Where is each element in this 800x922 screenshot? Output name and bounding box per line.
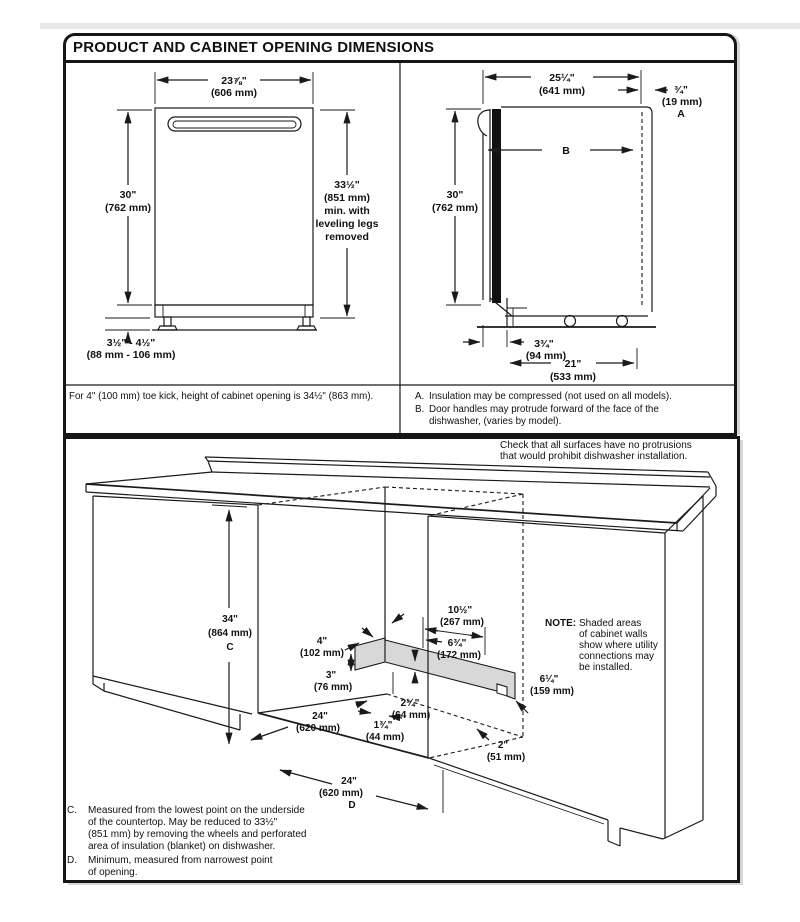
front-min-height-dimension: [315, 110, 378, 318]
footnote-d: [67, 855, 273, 878]
dim-depth-24: [251, 701, 367, 740]
shaded-area-note: [545, 618, 658, 673]
dim-label: (762 mm): [431, 202, 479, 214]
svg-text:of the countertop. May be redu: of the countertop. May be reduced to 33½": [88, 817, 278, 828]
dim-label: (533 mm): [549, 371, 597, 383]
dim-label: ¾": [674, 84, 688, 96]
dim-label: 25¼": [549, 72, 575, 84]
dim-label: A: [677, 108, 685, 120]
page-title: PRODUCT AND CABINET OPENING DIMENSIONS: [66, 36, 734, 63]
svg-text:Minimum, measured from narrowe: Minimum, measured from narrowest point: [88, 855, 273, 866]
svg-text:2": 2": [497, 740, 509, 751]
note-b-label: B.: [415, 404, 425, 415]
svg-text:of opening.: of opening.: [88, 867, 138, 878]
side-view-diagram: [432, 70, 702, 383]
svg-text:Shaded areas: Shaded areas: [579, 618, 642, 629]
countertop: [86, 457, 716, 531]
panel-dividers: [63, 60, 737, 436]
svg-text:(51 mm): (51 mm): [486, 752, 526, 763]
footnote-c: [67, 805, 306, 852]
svg-text:4": 4": [316, 636, 328, 647]
svg-text:1¾": 1¾": [373, 720, 393, 731]
cabinet-opening-diagram: [63, 436, 740, 883]
dim-label: B: [562, 145, 570, 157]
svg-text:(159 mm): (159 mm): [530, 686, 574, 697]
svg-text:Check that all surfaces have n: Check that all surfaces have no protrusions: [500, 440, 692, 451]
svg-text:(64 mm): (64 mm): [391, 710, 431, 721]
svg-text:(172 mm): (172 mm): [437, 650, 481, 661]
svg-text:(102 mm): (102 mm): [300, 648, 344, 659]
svg-text:(851 mm) by removing the wheel: (851 mm) by removing the wheels and perforated: [88, 829, 307, 840]
dim-label: 21": [564, 358, 582, 370]
svg-text:10½": 10½": [447, 605, 473, 616]
svg-text:34": 34": [222, 614, 238, 625]
svg-text:that would prohibit dishwasher: that would prohibit dishwasher installation.: [500, 451, 688, 462]
svg-text:3": 3": [325, 670, 337, 681]
svg-text:Measured from the lowest point: Measured from the lowest point on the underside: [88, 805, 305, 816]
front-width-dimension: [155, 72, 313, 104]
check-note: [500, 440, 692, 462]
svg-text:C: C: [226, 642, 234, 653]
left-cabinet: [93, 496, 258, 730]
side-b-dimension: [488, 145, 633, 157]
dim-label: (19 mm): [661, 96, 703, 108]
svg-text:(864 mm): (864 mm): [208, 628, 252, 639]
notes-row: [69, 391, 672, 427]
utility-shaded-area: [355, 638, 515, 699]
dim-label: min. with: [324, 205, 370, 217]
note-a-text: Insulation may be compressed (not used on all models).: [429, 391, 672, 402]
svg-text:of cabinet walls: of cabinet walls: [579, 629, 648, 640]
svg-text:24": 24": [312, 711, 328, 722]
svg-text:area of insulation (blanket) o: area of insulation (blanket) on dishwasher.: [88, 841, 276, 852]
product-dimension-diagrams: [63, 60, 737, 436]
dim-label: 23⅞": [221, 75, 247, 87]
front-legs-dimension: [87, 318, 176, 361]
dim-label: leveling legs: [315, 218, 379, 230]
note-a-label: A.: [415, 391, 425, 402]
dim-label: (606 mm): [210, 87, 258, 99]
side-depth-dimension: [483, 70, 641, 104]
svg-text:(76 mm): (76 mm): [313, 682, 353, 693]
dim-label: (851 mm): [323, 192, 371, 204]
svg-text:show where utility: show where utility: [579, 640, 658, 651]
svg-text:(267 mm): (267 mm): [440, 617, 484, 628]
dim-614: [516, 674, 574, 713]
svg-text:D: D: [348, 800, 356, 811]
dim-label: (88 mm - 106 mm): [86, 349, 176, 361]
dim-label: 30": [446, 189, 464, 201]
dim-label: (762 mm): [104, 202, 152, 214]
svg-text:6¼": 6¼": [539, 674, 559, 685]
dim-label: (641 mm): [538, 85, 586, 97]
toe-kick-note: For 4" (100 mm) toe kick, height of cabinet opening is 34½" (863 mm).: [69, 391, 374, 402]
svg-text:connections may: connections may: [579, 651, 655, 662]
dim-label: (94 mm): [525, 350, 567, 362]
svg-text:D.: D.: [67, 855, 77, 866]
svg-text:(44 mm): (44 mm): [365, 732, 405, 743]
svg-text:2¼": 2¼": [400, 698, 420, 709]
front-height-dimension: [105, 110, 152, 305]
svg-text:(620 mm): (620 mm): [296, 723, 340, 734]
side-protrusion-dimension: [618, 84, 702, 120]
dim-label: removed: [325, 231, 369, 243]
svg-text:NOTE:: NOTE:: [545, 618, 577, 629]
page-edge-strip: [40, 23, 800, 29]
dim-3in: [314, 654, 352, 693]
dim-2in: [477, 729, 525, 763]
svg-text:be installed.: be installed.: [579, 662, 633, 673]
front-view-diagram: [87, 72, 379, 361]
note-b-text: Door handles may protrude forward of the face of the: [429, 404, 659, 415]
svg-text:24": 24": [341, 776, 357, 787]
dim-label: 30": [119, 189, 137, 201]
note-b-text: dishwasher, (varies by model).: [429, 416, 562, 427]
svg-text:C.: C.: [67, 805, 77, 816]
dim-label: 3½" - 4½": [106, 337, 156, 349]
svg-text:(620 mm): (620 mm): [319, 788, 363, 799]
dim-label: 33½": [334, 179, 360, 191]
side-height-dimension: [432, 109, 481, 305]
dim-label: 3¾": [534, 338, 554, 350]
side-toe-dimension: [463, 325, 566, 362]
svg-text:6¾": 6¾": [447, 638, 467, 649]
